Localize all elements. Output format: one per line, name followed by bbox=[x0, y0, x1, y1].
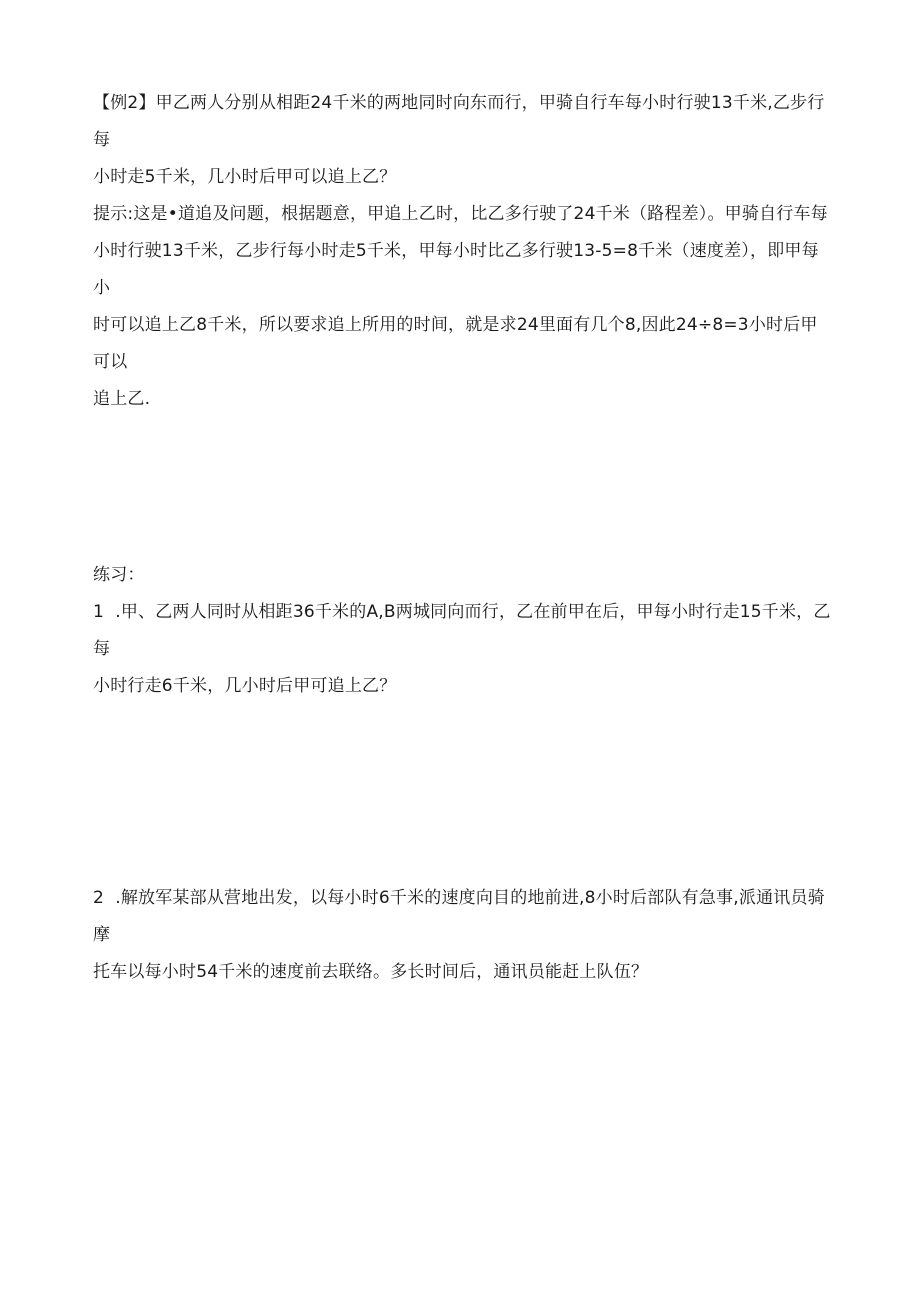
practice-heading: 练习： bbox=[93, 565, 145, 585]
hint-line: 时可以追上乙8千米，所以要求追上所用的时间，就是求24里面有几个8,因此24÷8=3小时后甲可以 bbox=[93, 315, 818, 372]
problem-1-line: 小时行走6千米，几小时后甲可追上乙？ bbox=[93, 676, 397, 696]
problem-2-line: 托车以每小时54千米的速度前去联络。多长时间后，通讯员能赶上队伍？ bbox=[93, 962, 649, 982]
problem-2-line: 2 .解放军某部从营地出发，以每小时6千米的速度向目的地前进,8小时后部队有急事,派通讯员骑摩 bbox=[93, 888, 825, 945]
practice-section bbox=[93, 557, 833, 705]
example-section bbox=[93, 85, 833, 418]
hint-line: 追上乙. bbox=[93, 389, 151, 409]
example-question-line: 小时走5千米，几小时后甲可以追上乙？ bbox=[93, 167, 397, 187]
hint-line: 小时行驶13千米，乙步行每小时走5千米，甲每小时比乙多行驶13-5=8千米（速度差），即甲每小 bbox=[93, 241, 819, 298]
problem-1-line: 1 .甲、乙两人同时从相距36千米的A,B两城同向而行，乙在前甲在后，甲每小时行走15千米，乙每 bbox=[93, 602, 831, 659]
example-question-line: 【例2】甲乙两人分别从相距24千米的两地同时向东而行，甲骑自行车每小时行驶13千米,乙步行每 bbox=[93, 93, 825, 150]
hint-line: 提示:这是•道追及问题，根据题意，甲追上乙时，比乙多行驶了24千米（路程差）。甲骑自行车每 bbox=[93, 204, 828, 224]
problem-2-section bbox=[93, 880, 833, 991]
